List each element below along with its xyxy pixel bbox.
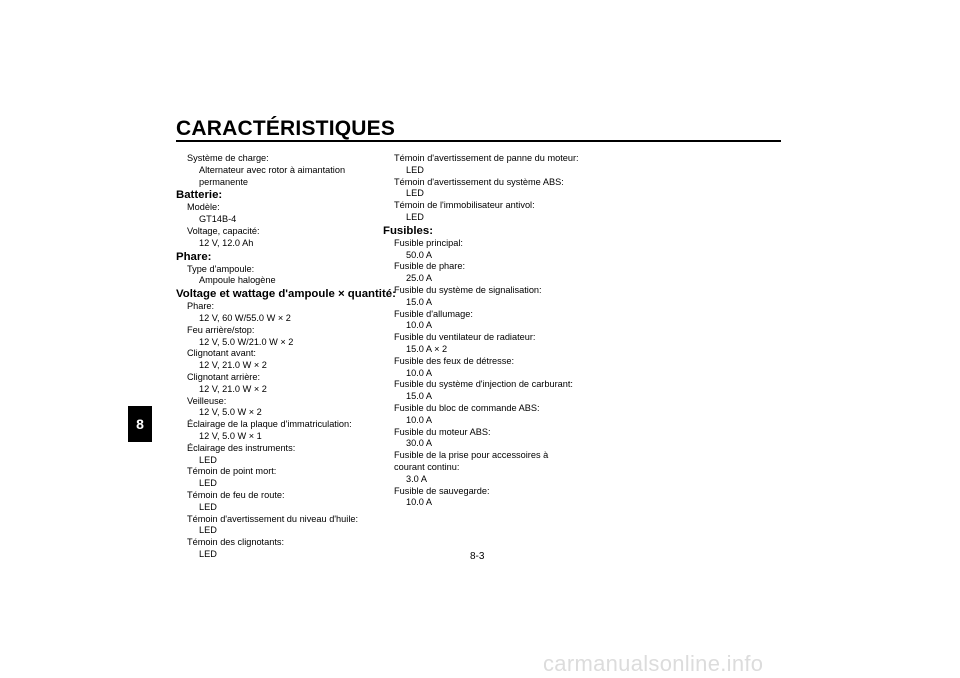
spec-label: Fusible du système d'injection de carburant:: [394, 379, 573, 390]
spec-label: Éclairage des instruments:: [187, 442, 296, 453]
spec-column-right: [383, 153, 583, 509]
spec-label: Fusible du moteur ABS:: [394, 426, 491, 437]
spec-value: LED: [406, 164, 424, 175]
spec-label: Fusible de phare:: [394, 261, 465, 272]
spec-label: Témoin d'avertissement de panne du moteur:: [394, 153, 579, 163]
spec-value: 50.0 A: [406, 249, 433, 260]
section-heading: Batterie:: [176, 189, 223, 202]
spec-value: 3.0 A: [406, 473, 427, 484]
spec-label: Feu arrière/stop:: [187, 324, 255, 335]
spec-label: Phare:: [187, 301, 215, 312]
title-rule: [176, 140, 781, 142]
spec-label: Témoin des clignotants:: [187, 537, 285, 548]
spec-label: Fusible du système de signalisation:: [394, 284, 542, 295]
spec-value: 12 V, 5.0 W × 2: [199, 407, 262, 418]
spec-value: 25.0 A: [406, 273, 433, 284]
spec-label: Modèle:: [187, 202, 220, 213]
spec-value: LED: [406, 188, 424, 199]
section-heading: Voltage et wattage d'ampoule × quantité:: [176, 288, 396, 301]
spec-value: Ampoule halogène: [199, 275, 276, 286]
spec-label: Veilleuse:: [187, 395, 227, 406]
spec-value: LED: [199, 478, 217, 489]
spec-value: 15.0 A: [406, 296, 433, 307]
spec-value: 12 V, 21.0 W × 2: [199, 383, 267, 394]
spec-value: 30.0 A: [406, 438, 433, 449]
spec-value: GT14B-4: [199, 214, 237, 225]
spec-value: 10.0 A: [406, 320, 433, 331]
spec-label: Témoin de l'immobilisateur antivol:: [394, 200, 535, 211]
spec-value: LED: [199, 454, 217, 465]
spec-label: Témoin d'avertissement du système ABS:: [394, 176, 564, 187]
spec-label: Éclairage de la plaque d'immatriculation:: [187, 419, 352, 430]
spec-column-left: [176, 153, 396, 561]
section-heading: Fusibles:: [383, 224, 434, 237]
spec-label: Témoin de feu de route:: [187, 489, 285, 500]
spec-label: Voltage, capacité:: [187, 225, 260, 236]
spec-value: LED: [406, 211, 424, 222]
spec-label: Fusible de la prise pour accessoires à courant continu:: [394, 450, 549, 472]
spec-value: LED: [199, 525, 217, 536]
spec-value: 12 V, 5.0 W/21.0 W × 2: [199, 336, 294, 347]
page-title: CARACTÉRISTIQUES: [176, 117, 396, 140]
spec-label: Fusible principal:: [394, 237, 463, 248]
watermark: carmanualsonline.info: [543, 651, 764, 676]
spec-value: 10.0 A: [406, 497, 433, 508]
spec-label: Clignotant avant:: [187, 348, 256, 359]
spec-label: Fusible du ventilateur de radiateur:: [394, 332, 536, 343]
spec-value: 15.0 A: [406, 391, 433, 402]
section-heading: Phare:: [176, 250, 212, 263]
spec-label: Type d'ampoule:: [187, 263, 255, 274]
spec-label: Témoin de point mort:: [187, 466, 277, 477]
spec-value: 10.0 A: [406, 414, 433, 425]
spec-label: Système de charge:: [187, 153, 269, 163]
spec-label: Fusible d'allumage:: [394, 308, 473, 319]
spec-value: 15.0 A × 2: [406, 343, 448, 354]
spec-value: 12 V, 21.0 W × 2: [199, 360, 267, 371]
spec-label: Fusible de sauvegarde:: [394, 485, 490, 496]
spec-label: Fusible du bloc de commande ABS:: [394, 402, 540, 413]
page-number: 8-3: [470, 551, 485, 562]
spec-value: 12 V, 12.0 Ah: [199, 237, 254, 248]
spec-value: LED: [199, 548, 217, 559]
spec-value: 12 V, 5.0 W × 1: [199, 430, 262, 441]
spec-value: Alternateur avec rotor à aimantation permanente: [199, 164, 346, 187]
spec-label: Témoin d'avertissement du niveau d'huile:: [187, 513, 359, 524]
spec-label: Clignotant arrière:: [187, 371, 261, 382]
spec-value: 12 V, 60 W/55.0 W × 2: [199, 312, 291, 323]
spec-label: Fusible des feux de détresse:: [394, 355, 515, 366]
chapter-tab: 8: [128, 406, 152, 442]
spec-value: 10.0 A: [406, 367, 433, 378]
spec-value: LED: [199, 501, 217, 512]
